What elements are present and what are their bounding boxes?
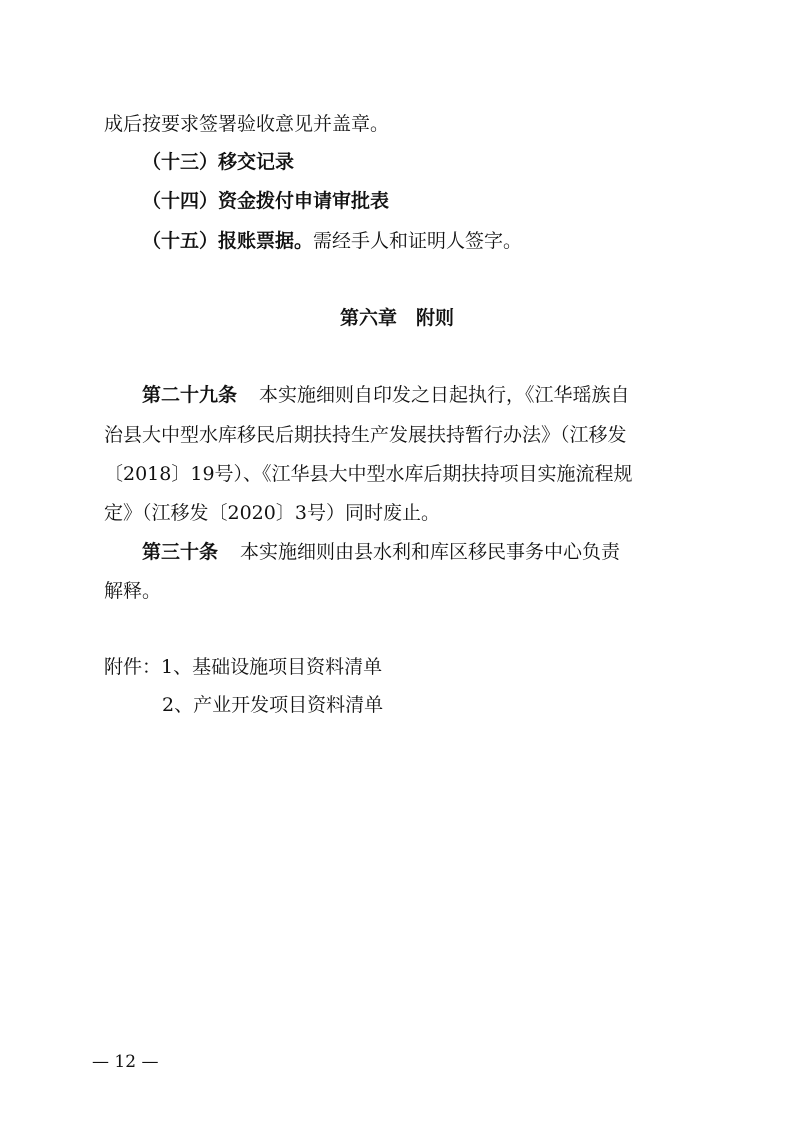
section-heading: （十四）资金拨付申请审批表 xyxy=(142,190,390,212)
text-line: 成后按要求签署验收意见并盖章。 xyxy=(104,113,390,135)
section-line xyxy=(142,229,522,253)
attachment-line xyxy=(104,655,382,679)
article-29-line xyxy=(142,383,630,407)
page-number: — 12 — xyxy=(92,1052,159,1072)
attachments-label: 附件： xyxy=(104,656,162,678)
article-label: 第三十条 xyxy=(142,541,219,563)
section-heading: （十五）报账票据。 xyxy=(142,230,314,252)
chapter-title: 第六章 附则 xyxy=(339,307,454,329)
section-text: 需经手人和证明人签字。 xyxy=(313,230,523,252)
article-text: 定》（江移发〔2020〕3号）同时废止。 xyxy=(104,502,440,524)
article-text: 本实施细则自印发之日起执行，《江华瑶族自 xyxy=(259,384,630,406)
article-text: 治县大中型水库移民后期扶持生产发展扶持暂行办法》（江移发 xyxy=(104,424,627,446)
article-text: 〔2018〕19号）、《江华县大中型水库后期扶持项目实施流程规 xyxy=(104,463,633,485)
article-text: 解释。 xyxy=(104,580,162,602)
section-heading: （十三）移交记录 xyxy=(142,151,295,173)
attachment-item: 1、基础设施项目资料清单 xyxy=(161,656,383,678)
article-text: 本实施细则由县水利和库区移民事务中心负责 xyxy=(240,541,621,563)
attachment-item: 2、产业开发项目资料清单 xyxy=(162,694,384,716)
article-label: 第二十九条 xyxy=(142,384,238,406)
article-30-line xyxy=(142,540,620,564)
